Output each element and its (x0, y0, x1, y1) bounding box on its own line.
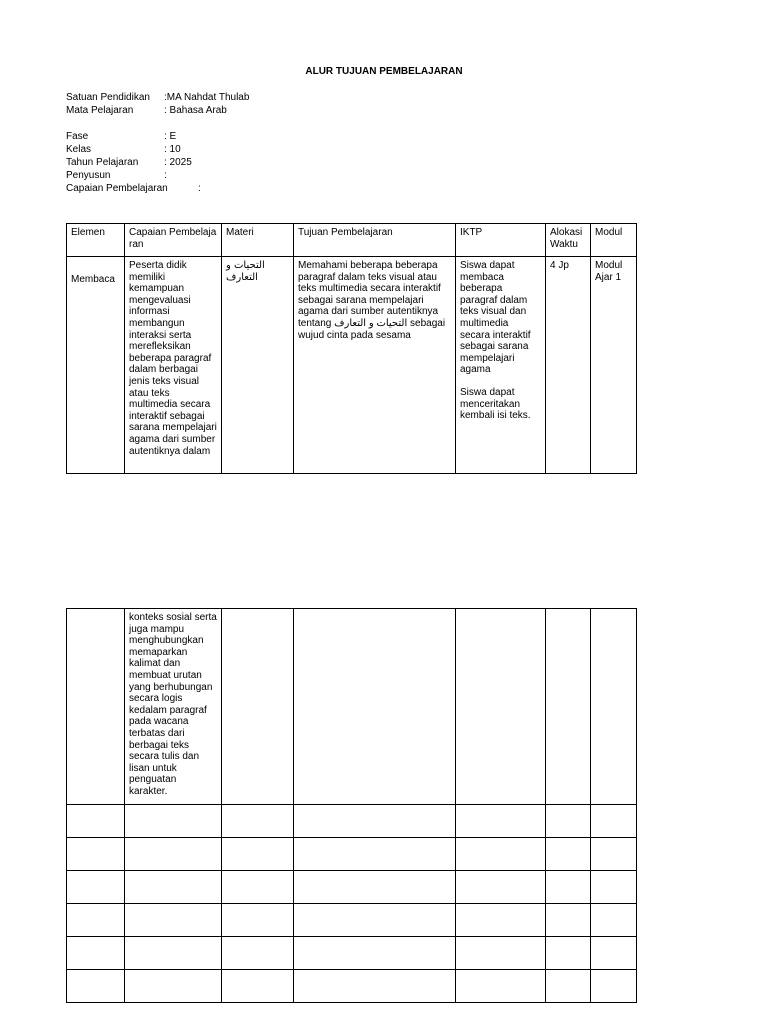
empty-cell (222, 904, 294, 937)
info-tahun (66, 157, 192, 169)
cell-modul: Modul Ajar 1 (591, 257, 637, 474)
table-row (67, 609, 637, 805)
empty-cell (125, 871, 222, 904)
empty-cell (222, 970, 294, 1003)
cell-iktp (456, 257, 546, 474)
empty-cell (294, 937, 456, 970)
empty-cell (546, 838, 591, 871)
empty-cell (125, 970, 222, 1003)
info-value: : 10 (164, 144, 181, 155)
header-alokasi: Alokasi Waktu (546, 224, 591, 257)
empty-cell (67, 805, 125, 838)
empty-cell (456, 805, 546, 838)
empty-cell (591, 937, 637, 970)
learning-flow-table (66, 223, 637, 474)
header-capaian: Capaian Pembelaja ran (125, 224, 222, 257)
info-value: : (164, 170, 167, 181)
empty-cell (125, 805, 222, 838)
empty-cell (67, 871, 125, 904)
iktp-item: Siswa dapat menceritakan kembali isi teks. (460, 386, 531, 422)
header-tujuan: Tujuan Pembelajaran (294, 224, 456, 257)
table-row-empty (67, 871, 637, 904)
info-fase (66, 131, 176, 143)
empty-cell (67, 970, 125, 1003)
empty-cell (222, 805, 294, 838)
cell-elemen: Membaca (67, 257, 125, 474)
table-row (67, 257, 637, 474)
empty-cell (67, 838, 125, 871)
empty-cell (546, 937, 591, 970)
cell-alokasi: 4 Jp (546, 257, 591, 474)
info-kelas (66, 144, 181, 156)
empty-cell (294, 838, 456, 871)
table-row-empty (67, 904, 637, 937)
info-label: Fase (66, 131, 89, 142)
empty-cell (546, 904, 591, 937)
empty-cell (456, 970, 546, 1003)
cell-tujuan: Memahami beberapa beberapa paragraf dalam teks visual atau teks multimedia secara interaktif sebagai sarana mempelajari agama dari sumber autentiknya tentang التحيات و التعارف sebagai wujud cinta pada sesama (294, 257, 456, 474)
info-value: :MA Nahdat Thulab (164, 92, 250, 103)
table-row-empty (67, 838, 637, 871)
empty-cell (591, 970, 637, 1003)
cell-capaian: Peserta didik memiliki kemampuan mengevaluasi informasi membangun interaksi serta merefleksikan beberapa paragraf dalam berbagai jenis teks visual atau teks multimedia secara interaktif sebagai sarana mempelajari agama dari sumber autentiknya dalam (125, 257, 222, 474)
empty-cell (222, 838, 294, 871)
header-materi: Materi (222, 224, 294, 257)
info-label: Kelas (66, 144, 92, 155)
table-row-empty (67, 805, 637, 838)
info-satuan (66, 92, 249, 104)
info-value: : 2025 (164, 157, 192, 168)
cell-capaian: konteks sosial serta juga mampu menghubungkan memaparkan kalimat dan membuat urutan yang berhubungan secara logis kedalam paragraf pada wacana terbatas dari berbagai teks secara tulis dan lisan untuk penguatan karakter. (125, 609, 222, 805)
info-value: : (198, 183, 201, 194)
cell-iktp (456, 609, 546, 805)
empty-cell (456, 937, 546, 970)
info-label: Penyusun (66, 170, 111, 181)
empty-cell (456, 904, 546, 937)
info-capaian (66, 183, 201, 195)
info-mapel (66, 105, 227, 117)
iktp-item: Siswa dapat membaca beberapa paragraf dalam teks visual dan multimedia secara interaktif sebagai sarana mempelajari agama (460, 260, 531, 376)
empty-cell (125, 838, 222, 871)
empty-cell (125, 904, 222, 937)
empty-cell (456, 838, 546, 871)
table-header-row (67, 224, 637, 257)
empty-cell (591, 904, 637, 937)
empty-cell (546, 805, 591, 838)
learning-flow-table-continued (66, 608, 637, 1003)
document-title: ALUR TUJUAN PEMBELAJARAN (305, 66, 463, 77)
info-value: : Bahasa Arab (164, 105, 227, 116)
empty-cell (294, 805, 456, 838)
empty-cell (67, 937, 125, 970)
cell-materi (222, 609, 294, 805)
empty-cell (67, 904, 125, 937)
header-elemen: Elemen (67, 224, 125, 257)
empty-cell (125, 937, 222, 970)
empty-cell (546, 970, 591, 1003)
table-row-empty (67, 937, 637, 970)
info-label: Satuan Pendidikan (66, 92, 150, 103)
info-value: : E (164, 131, 177, 142)
empty-cell (294, 871, 456, 904)
cell-modul (591, 609, 637, 805)
empty-cell (294, 970, 456, 1003)
empty-cell (591, 838, 637, 871)
header-modul: Modul (591, 224, 637, 257)
cell-alokasi (546, 609, 591, 805)
empty-cell (591, 871, 637, 904)
cell-tujuan (294, 609, 456, 805)
empty-cell (222, 871, 294, 904)
empty-cell (294, 904, 456, 937)
info-label: Tahun Pelajaran (66, 157, 139, 168)
table-row-empty (67, 970, 637, 1003)
empty-cell (456, 871, 546, 904)
cell-elemen (67, 609, 125, 805)
cell-materi: التحيات و التعارف (222, 257, 294, 474)
empty-cell (546, 871, 591, 904)
empty-cell (222, 937, 294, 970)
info-label: Mata Pelajaran (66, 105, 134, 116)
info-label: Capaian Pembelajaran (66, 183, 168, 194)
header-iktp: IKTP (456, 224, 546, 257)
empty-cell (591, 805, 637, 838)
info-penyusun (66, 170, 167, 182)
